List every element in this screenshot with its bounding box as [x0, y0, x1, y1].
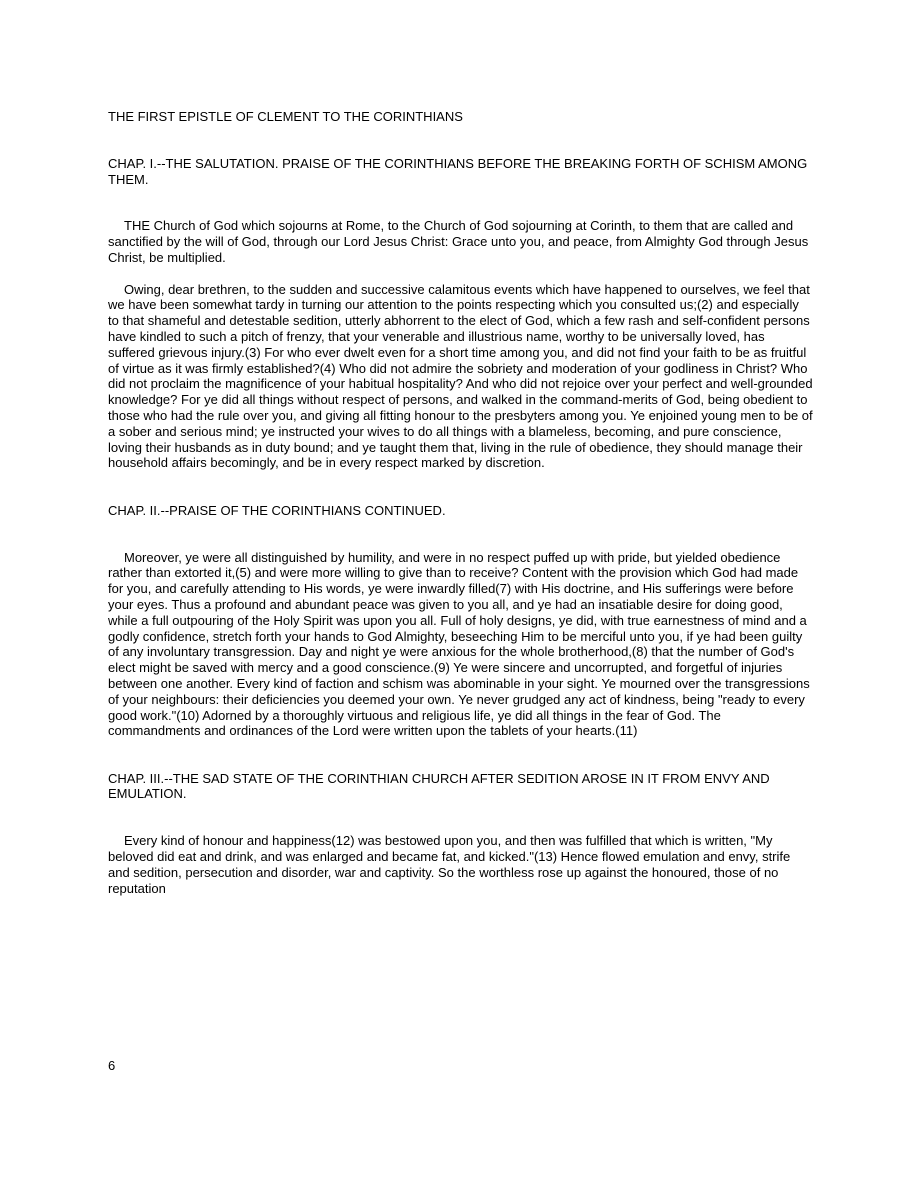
chapter-heading: CHAP. I.--THE SALUTATION. PRAISE OF THE CORINTHIANS BEFORE THE BREAKING FORTH OF SCHISM AMONG THEM. — [108, 155, 808, 187]
chapter-2 — [108, 503, 813, 739]
chapter-1 — [108, 156, 813, 471]
document-page — [108, 109, 813, 912]
paragraph: THE Church of God which sojourns at Rome, to the Church of God sojourning at Corinth, to them that are called and sanctified by the will of God, through our Lord Jesus Christ: Grace unto you, and peace, from Almighty God through Jesus Christ, be multiplied. — [108, 218, 809, 265]
section-spacer — [108, 487, 813, 503]
paragraph: Moreover, ye were all distinguished by humility, and were in no respect puffed up with pride, but yielded obedience rather than extorted it,(5) and were more willing to give than to receive? Content with the provision which God had made for you, and carefully attending to His words, ye were inwardly filled(7) with His doctrine, and His sufferings were before your eyes. Thus a profound and abundant peace was given to you all, and ye had an insatiable desire for doing good, while a full outpouring of the Holy Spirit was upon you all. Full of holy designs, ye did, with true earnestness of mind and a godly confidence, stretch forth your hands to God Almighty, beseeching Him to be merciful unto you, if ye had been guilty of any involuntary transgression. Day and night ye were anxious for the whole brotherhood,(8) that the number of God's elect might be saved with mercy and a good conscience.(9) Ye were sincere and uncorrupted, and forgetful of injuries between one another. Every kind of faction and schism was abominable in your sight. Ye mourned over the transgressions of your neighbours: their deficiencies you deemed your own. Ye never grudged any act of kindness, being "ready to every good work."(10) Adorned by a thoroughly virtuous and religious life, ye did all things in the fear of God. The commandments and ordinances of the Lord were written upon the tablets of your hearts.(11) — [108, 549, 810, 739]
paragraph: Every kind of honour and happiness(12) was bestowed upon you, and then was fulfilled that which is written, "My beloved did eat and drink, and was enlarged and became fat, and kicked."(13) Hence flowed emulation and envy, strife and sedition, persecution and disorder, war and captivity. So the worthless rose up against the honoured, those of no reputation — [108, 833, 791, 896]
page-number: 6 — [108, 1058, 116, 1073]
chapter-heading: CHAP. II.--PRAISE OF THE CORINTHIANS CONTINUED. — [108, 502, 446, 518]
section-spacer — [108, 755, 813, 771]
chapter-3 — [108, 771, 813, 897]
chapter-heading: CHAP. III.--THE SAD STATE OF THE CORINTHIAN CHURCH AFTER SEDITION AROSE IN IT FROM ENVY AND EMULATION. — [108, 770, 770, 802]
document-title: THE FIRST EPISTLE OF CLEMENT TO THE CORINTHIANS — [108, 109, 463, 124]
paragraph: Owing, dear brethren, to the sudden and successive calamitous events which have happened to ourselves, we feel that we have been somewhat tardy in turning our attention to the points respecting which you consulted us;(2) and especially to that shameful and detestable sedition, utterly abhorrent to the elect of God, which a few rash and self-confident persons have kindled to such a pitch of frenzy, that your venerable and illustrious name, worthy to be universally loved, has suffered grievous injury.(3) For who ever dwelt even for a short time among you, and did not find your faith to be as fruitful of virtue as it was firmly established?(4) Who did not admire the sobriety and moderation of your godliness in Christ? Who did not proclaim the magnificence of your habitual hospitality? And who did not rejoice over your perfect and well-grounded knowledge? For ye did all things without respect of persons, and walked in the command-merits of God, being obedient to those who had the rule over you, and giving all fitting honour to the presbyters among you. Ye enjoined young men to be of a sober and serious mind; ye instructed your wives to do all things with a blameless, becoming, and pure conscience, loving their husbands as in duty bound; and ye taught them that, living in the rule of obedience, they should manage their household affairs becomingly, and be in every respect marked by discretion. — [108, 281, 813, 471]
